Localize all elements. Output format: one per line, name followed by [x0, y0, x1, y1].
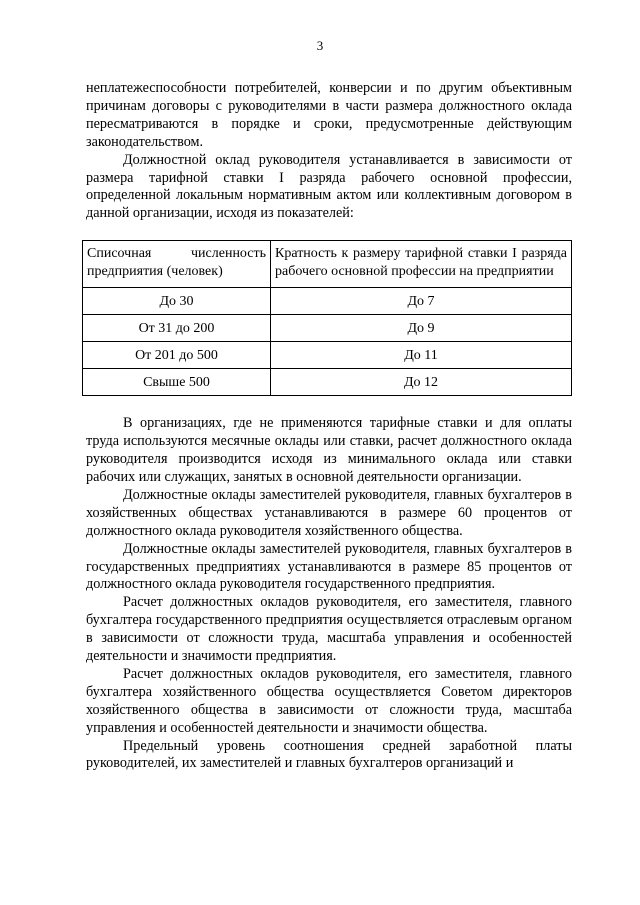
paragraph: Предельный уровень соотношения средней заработной платы руководителей, их заместителей и главных бухгалтеров организаций и	[86, 737, 572, 772]
table-row	[83, 288, 572, 315]
table-cell-headcount: Свыше 500	[83, 369, 271, 396]
table-header-cell-ratio: Кратность к размеру тарифной ставки I разряда рабочего основной профессии на предприятии	[271, 241, 572, 288]
document-body	[86, 80, 572, 773]
table-cell-ratio: До 11	[271, 342, 572, 369]
page-number: 3	[316, 38, 324, 53]
paragraph: Расчет должностных окладов руководителя, его заместителя, главного бухгалтера государственного предприятия осуществляется отраслевым органом в зависимости от сложности труда, масштаба управления и особенностей деятельности и значимости предприятия.	[86, 594, 572, 665]
table-cell-ratio: До 7	[271, 288, 572, 315]
paragraph: неплатежеспособности потребителей, конверсии и по другим объективным причинам договоры с руководителями в части размера должностного оклада пересматриваются в порядке и сроки, предусмотренные действующим законодательством.	[86, 80, 572, 150]
paragraphs-after-table	[86, 415, 572, 773]
table-row	[83, 369, 572, 396]
table-cell-headcount: От 201 до 500	[83, 342, 271, 369]
table-header-row	[83, 241, 572, 288]
paragraphs-before-table	[86, 80, 572, 223]
table-row	[83, 315, 572, 342]
table-header-cell-headcount: Списочная численность предприятия (человек)	[83, 241, 271, 288]
table-cell-ratio: До 12	[271, 369, 572, 396]
paragraph: Должностные оклады заместителей руководителя, главных бухгалтеров в государственных предприятиях устанавливаются в размере 85 процентов от должностного оклада руководителя государственного предприятия.	[86, 540, 572, 593]
table-cell-ratio: До 9	[271, 315, 572, 342]
table-cell-headcount: До 30	[83, 288, 271, 315]
paragraph: Расчет должностных окладов руководителя, его заместителя, главного бухгалтера хозяйственного общества осуществляется Советом директоров хозяйственного общества в зависимости от сложности труда, масштаба управления и особенностей деятельности и значимости общества.	[86, 665, 572, 736]
paragraph: Должностной оклад руководителя устанавливается в зависимости от размера тарифной ставки I разряда рабочего основной профессии, определенной локальным нормативным актом или коллективным договором в данной организации, исходя из показателей:	[86, 151, 572, 222]
paragraph: Должностные оклады заместителей руководителя, главных бухгалтеров в хозяйственных обществах устанавливаются в размере 60 процентов от должностного оклада руководителя хозяйственного общества.	[86, 486, 572, 539]
paragraph: В организациях, где не применяются тарифные ставки и для оплаты труда используются месячные оклады или ставки, расчет должностного оклада руководителя производится исходя из минимального оклада или ставки рабочих или служащих, занятых в основной деятельности организации.	[86, 415, 572, 485]
table-row	[83, 342, 572, 369]
table-cell-headcount: От 31 до 200	[83, 315, 271, 342]
salary-ratio-table	[82, 240, 572, 396]
